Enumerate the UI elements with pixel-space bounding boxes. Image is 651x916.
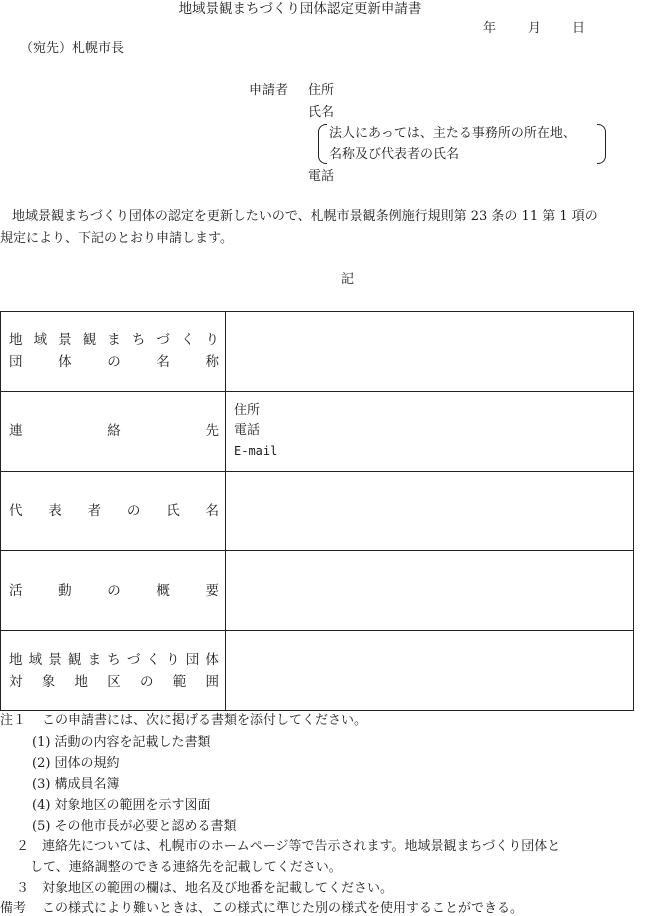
note3: ３ 対象地区の範囲の欄は、地名及び地番を記載してください。 — [16, 881, 394, 896]
label-char: 概 — [156, 582, 170, 599]
activity-summary-field[interactable] — [226, 551, 634, 631]
label-char: 表 — [48, 502, 62, 519]
label-char: り — [205, 332, 219, 349]
representative-name-label — [1, 471, 226, 551]
month-label: 月 — [528, 21, 542, 36]
body-line2: 規定により、下記のとおり申請します。 — [0, 231, 233, 246]
corporate-note-line2: 名称及び代表者の氏名 — [329, 147, 460, 162]
day-label: 日 — [572, 21, 586, 36]
label-char: く — [146, 651, 160, 668]
label-char: 体 — [205, 651, 219, 668]
contact-email-label: E-mail — [234, 444, 278, 459]
contact-label — [1, 391, 226, 471]
table-row — [1, 391, 634, 471]
body-line1: 地域景観まちづくり団体の認定を更新したいので、札幌市景観条例施行規則第 23 条の 11 第 1 項の — [12, 209, 598, 224]
table-row — [1, 471, 634, 551]
note2-line1: ２ 連絡先については、札幌市のホームページ等で告示されます。地域景観まちづくり団体と — [16, 839, 561, 854]
label-char: 囲 — [205, 673, 219, 690]
label-char: 要 — [205, 582, 219, 599]
applicant-label: 申請者 — [249, 83, 289, 98]
label-char: 域 — [28, 651, 43, 668]
label-char: 連 — [9, 423, 23, 440]
group-name-field[interactable] — [226, 312, 634, 392]
document-title: 地域景観まちづくり団体認定更新申請書 — [178, 1, 422, 17]
label-char: 地 — [9, 651, 23, 668]
remark-prefix: 備考 — [0, 901, 27, 916]
label-char: 象 — [41, 673, 56, 690]
label-char: 名 — [205, 502, 219, 519]
target-area-field[interactable] — [226, 631, 634, 711]
label-char: 団 — [185, 651, 200, 668]
table-row — [1, 631, 634, 711]
applicant-phone-label: 電話 — [308, 169, 335, 184]
note1-prefix: 注１ — [0, 713, 27, 728]
note1-text: この申請書には、次に掲げる書類を添付してください。 — [42, 713, 368, 728]
right-bracket — [597, 124, 606, 164]
label-char: 地 — [9, 332, 23, 349]
table-row — [1, 312, 634, 392]
label-char: 先 — [205, 423, 219, 440]
label-char: の — [140, 673, 154, 690]
note2-line2: して、連絡調整のできる連絡先を記載してください。 — [30, 860, 342, 875]
label-char: の — [126, 502, 141, 519]
label-char: 景 — [58, 332, 72, 349]
representative-name-field[interactable] — [226, 471, 634, 551]
target-area-label — [1, 631, 226, 711]
label-char: 絡 — [107, 423, 121, 440]
label-char: づ — [126, 651, 141, 668]
note1-item-5: (5) その他市長が必要と認める書類 — [32, 819, 237, 834]
label-char: く — [180, 332, 195, 349]
group-name-label — [1, 312, 226, 392]
label-char: 対 — [9, 673, 23, 690]
label-char: 動 — [58, 582, 72, 599]
label-char: 活 — [9, 582, 23, 599]
table-row — [1, 551, 634, 631]
label-char: 名 — [156, 354, 170, 371]
application-table — [0, 311, 634, 711]
label-char: 団 — [9, 354, 23, 371]
label-char: 者 — [87, 502, 102, 519]
year-label: 年 — [483, 21, 497, 36]
activity-summary-label — [1, 551, 226, 631]
label-char: 区 — [107, 673, 121, 690]
label-char: 代 — [9, 502, 23, 519]
label-char: 景 — [48, 651, 62, 668]
ki-heading: 記 — [341, 272, 355, 287]
label-char: ま — [87, 651, 102, 668]
label-char: 体 — [58, 354, 72, 371]
label-char: 観 — [82, 332, 97, 349]
label-char: 域 — [33, 332, 48, 349]
addressee: （宛先）札幌市長 — [20, 41, 125, 56]
applicant-name-label: 氏名 — [308, 105, 335, 120]
note1-item-3: (3) 構成員名簿 — [32, 777, 120, 792]
corporate-note-line1: 法人にあっては、主たる事務所の所在地、 — [329, 126, 576, 141]
contact-address-label: 住所 — [234, 403, 261, 419]
contact-phone-label: 電話 — [234, 423, 261, 439]
label-char: 称 — [205, 354, 219, 371]
label-char: 氏 — [166, 502, 180, 519]
label-char: ま — [107, 332, 121, 349]
label-char: の — [107, 354, 121, 371]
label-char: ち — [131, 332, 146, 349]
label-char: づ — [156, 332, 170, 349]
note1-item-1: (1) 活動の内容を記載した書類 — [32, 735, 211, 750]
label-char: の — [107, 582, 121, 599]
applicant-address-label: 住所 — [308, 83, 335, 98]
note1-item-4: (4) 対象地区の範囲を示す図面 — [32, 798, 211, 813]
left-bracket — [318, 124, 327, 164]
note1-item-2: (2) 団体の規約 — [32, 756, 120, 771]
label-char: 範 — [172, 673, 187, 690]
label-char: ち — [107, 651, 121, 668]
label-char: り — [166, 651, 180, 668]
contact-field[interactable] — [226, 391, 634, 471]
label-char: 観 — [67, 651, 82, 668]
label-char: 地 — [74, 673, 88, 690]
remark-text: この様式により難いときは、この様式に準じた別の様式を使用することができる。 — [42, 901, 524, 916]
